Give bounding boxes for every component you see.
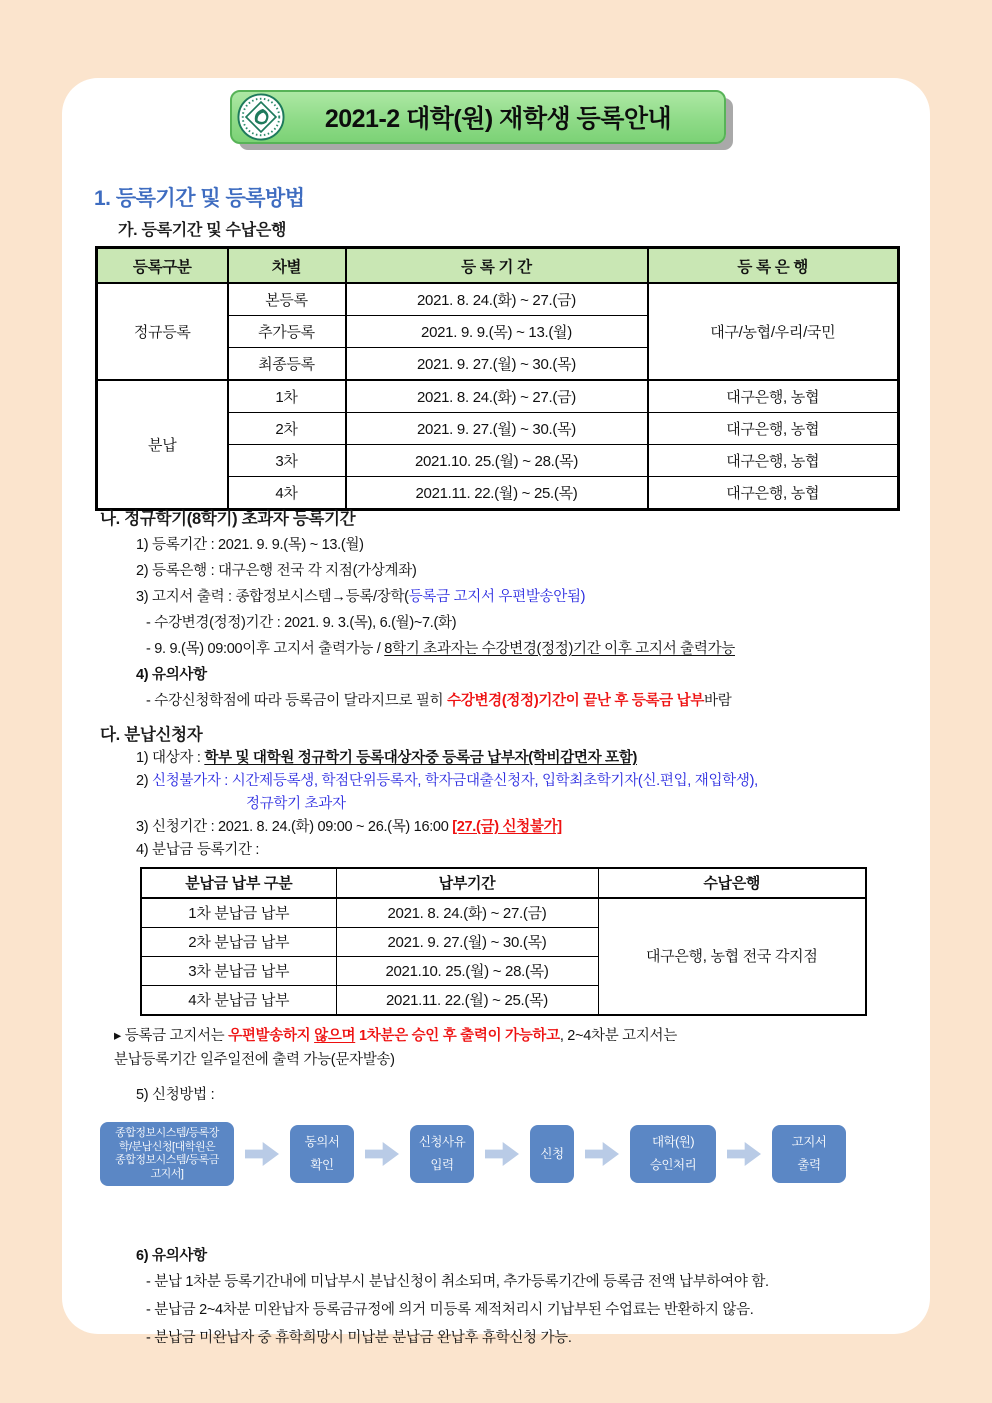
cell-type: 2차 분납금 납부 [141, 928, 336, 957]
list-item: 5) 신청방법 : [136, 1087, 215, 1103]
header-cell-category: 등록구분 [97, 248, 228, 284]
list-item: - 분납 1차분 등록기간내에 미납부시 분납신청이 취소되며, 추가등록기간에 등록금 전액 납부하여야 함. [146, 1274, 769, 1290]
header-cell-round: 차별 [228, 248, 346, 284]
installment-note-line2: 분납등록기간 일주일전에 출력 가능(문자발송) [114, 1052, 395, 1068]
sub-b-heading: 나. 정규학기(8학기) 초과자 등록기간 [100, 510, 356, 528]
header-cell-period: 납부기간 [336, 868, 598, 898]
cell-bank: 대구은행, 농협 [648, 445, 899, 477]
red-emphasis: 수강변경(정정)기간이 끝난 후 등록금 납부 [447, 693, 705, 709]
red-emphasis: 1차분은 승인 후 출력이 가능하고 [355, 1028, 560, 1044]
red-emphasis: 우편발송하지 [228, 1028, 315, 1044]
cell-period: 2021.10. 25.(월) ~ 28.(목) [346, 445, 648, 477]
table-row [97, 283, 899, 316]
flow-step: 대학(원) 승인처리 [630, 1125, 716, 1183]
cell-period: 2021. 8. 24.(화) ~ 27.(금) [336, 898, 598, 928]
cell-bank: 대구은행, 농협 [648, 413, 899, 445]
flow-step: 종합정보시스템/등록장 학/분납신청[대학원은 종합정보시스템/등록금 고지서] [100, 1122, 234, 1186]
list-item: - 분납금 2~4차분 미완납자 등록금규정에 의거 미등록 제적처리시 기납부된 수업료는 반환하지 않음. [146, 1302, 754, 1318]
header-cell-bank: 등 록 은 행 [648, 248, 899, 284]
list-item: 1) 등록기간 : 2021. 9. 9.(목) ~ 13.(월) [136, 537, 364, 553]
cell-period: 2021. 9. 9.(목) ~ 13.(월) [346, 316, 648, 348]
list-item: 2) 신청불가자 : 시간제등록생, 학점단위등록자, 학자금대출신청자, 입학최초학기자(신.편입, 재입학생), [136, 773, 758, 789]
flow-arrow-icon [245, 1142, 279, 1166]
list-item: 4) 분납금 등록기간 : [136, 842, 260, 858]
cell-period: 2021. 9. 27.(월) ~ 30.(목) [336, 928, 598, 957]
section-1-heading: 1. 등록기간 및 등록방법 [94, 187, 305, 210]
sub-a-heading: 가. 등록기간 및 수납은행 [118, 222, 287, 239]
table-row [141, 898, 866, 928]
table-header-row [141, 868, 866, 898]
cell-type: 3차 분납금 납부 [141, 957, 336, 986]
list-item: - 수강신청학점에 따라 등록금이 달라지므로 필히 수강변경(정정)기간이 끝난 후 등록금 납부바람 [146, 693, 732, 709]
cell-period: 2021. 8. 24.(화) ~ 27.(금) [346, 283, 648, 316]
cell-round: 최종등록 [228, 348, 346, 381]
list-item: - 분납금 미완납자 중 휴학희망시 미납분 분납금 완납후 휴학신청 가능. [146, 1330, 572, 1346]
list-item: 정규학기 초과자 [246, 796, 346, 812]
list-item: - 9. 9.(목) 09:00이후 고지서 출력가능 / 8학기 초과자는 수강변경(정정)기간 이후 고지서 출력가능 [146, 641, 735, 657]
flow-step: 고지서 출력 [772, 1125, 846, 1183]
header-cell-bank: 수납은행 [598, 868, 866, 898]
flow-arrow-icon [727, 1142, 761, 1166]
flow-step: 신청사유 입력 [410, 1125, 474, 1183]
cell-round: 본등록 [228, 283, 346, 316]
underline-emphasis: 학부 및 대학원 정규학기 등록대상자중 등록금 납부자(학비감면자 포함) [204, 750, 637, 766]
flow-arrow-icon [365, 1142, 399, 1166]
cell-period: 2021.10. 25.(월) ~ 28.(목) [336, 957, 598, 986]
cell-bank: 대구은행, 농협 [648, 380, 899, 413]
title-banner [230, 90, 726, 144]
list-item: - 수강변경(정정)기간 : 2021. 9. 3.(목), 6.(월)~7.(화) [146, 615, 457, 631]
cell-period: 2021. 9. 27.(월) ~ 30.(목) [346, 348, 648, 381]
university-emblem-icon [237, 93, 285, 141]
notice-page [62, 78, 930, 1346]
section-b [100, 506, 924, 714]
section-c [100, 724, 924, 1352]
cell-round: 1차 [228, 380, 346, 413]
cell-category-installment: 분납 [97, 380, 228, 510]
cell-bank: 대구은행, 농협 [648, 477, 899, 510]
list-item: 6) 유의사항 [136, 1248, 207, 1264]
table-row [97, 380, 899, 413]
header-cell-type: 분납금 납부 구분 [141, 868, 336, 898]
blue-emphasis: 신청불가자 : 시간제등록생, 학점단위등록자, 학자금대출신청자, 입학최초학기자(신.편입, 재입학생), [152, 773, 758, 789]
header-cell-period: 등 록 기 간 [346, 248, 648, 284]
table-header-row [97, 248, 899, 284]
sub-c-heading: 다. 분납신청자 [100, 726, 203, 744]
installment-note: ▸ 등록금 고지서는 우편발송하지 않으며 1차분은 승인 후 출력이 가능하고, 2~4차분 고지서는 분납등록기간 일주일전에 출력 가능(문자발송) [98, 1024, 910, 1072]
list-item: 3) 고지서 출력 : 종합정보시스템→등록/장학(등록금 고지서 우편발송안됨) [136, 589, 586, 605]
cell-period: 2021.11. 22.(월) ~ 25.(목) [336, 986, 598, 1016]
registration-period-table [95, 246, 900, 511]
red-underline-emphasis: 않으며 [314, 1028, 356, 1044]
cell-round: 추가등록 [228, 316, 346, 348]
list-item: 3) 신청기간 : 2021. 8. 24.(화) 09:00 ~ 26.(목) 16:00 [27.(금) 신청불가] [136, 819, 562, 835]
flow-arrow-icon [485, 1142, 519, 1166]
page-title: 2021-2 대학(원) 재학생 등록안내 [324, 105, 672, 133]
cell-round: 2차 [228, 413, 346, 445]
cell-type: 1차 분납금 납부 [141, 898, 336, 928]
blue-emphasis: 등록금 고지서 우편발송안됨) [408, 589, 586, 605]
underline-emphasis: 8학기 초과자는 수강변경(정정)기간 이후 고지서 출력가능 [384, 641, 735, 657]
list-item: 1) 대상자 : 학부 및 대학원 정규학기 등록대상자중 등록금 납부자(학비감면자 포함) [136, 750, 637, 766]
flow-step: 동의서 확인 [290, 1125, 354, 1183]
application-flowchart [100, 1121, 846, 1187]
cell-period: 2021.11. 22.(월) ~ 25.(목) [346, 477, 648, 510]
cell-period: 2021. 9. 27.(월) ~ 30.(목) [346, 413, 648, 445]
cell-type: 4차 분납금 납부 [141, 986, 336, 1016]
flow-arrow-icon [585, 1142, 619, 1166]
cell-bank: 대구/농협/우리/국민 [648, 283, 899, 380]
installment-payment-table [140, 867, 867, 1016]
list-item: 4) 유의사항 [136, 667, 207, 683]
flow-step: 신청 [530, 1125, 574, 1183]
cell-round: 4차 [228, 477, 346, 510]
triangle-bullet-icon: ▸ [114, 1028, 121, 1044]
cell-period: 2021. 8. 24.(화) ~ 27.(금) [346, 380, 648, 413]
red-underline-emphasis: [27.(금) 신청불가] [452, 819, 562, 835]
cell-bank: 대구은행, 농협 전국 각지점 [598, 898, 866, 1015]
cell-round: 3차 [228, 445, 346, 477]
list-item: 2) 등록은행 : 대구은행 전국 각 지점(가상계좌) [136, 563, 417, 579]
cell-category-regular: 정규등록 [97, 283, 228, 380]
